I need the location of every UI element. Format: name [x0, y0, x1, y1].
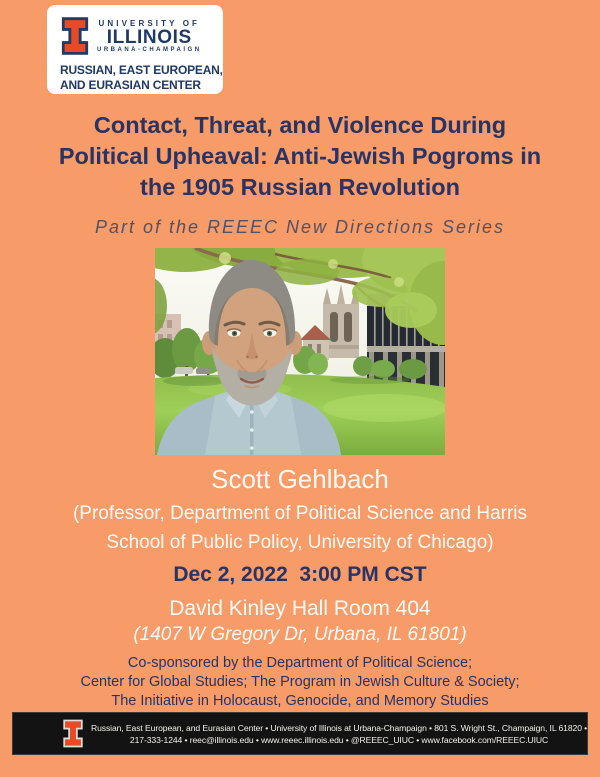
university-logo-row	[60, 14, 215, 58]
cosponsors-line: The Initiative in Holocaust, Genocide, and Memory Studies	[111, 693, 489, 709]
illinois-block-i-icon	[60, 14, 90, 58]
event-title	[0, 110, 600, 203]
reeec-center-name-line: AND EURASIAN CENTER	[60, 78, 201, 92]
event-title-line: the 1905 Russian Revolution	[140, 174, 460, 200]
cosponsors	[0, 654, 600, 711]
speaker-affiliation-line: School of Public Policy, University of Chicago)	[106, 532, 494, 553]
footer-contact-line: 217-333-1244 • reec@illinois.edu • www.reeec.illinois.edu • @REEEC_UIUC • www.facebook.com/REEEC.UIUC	[129, 734, 549, 745]
speaker-name: Scott Gehlbach	[211, 464, 389, 494]
speaker-affiliation-line: (Professor, Department of Political Science and Harris	[72, 503, 528, 524]
event-datetime: Dec 2, 2022 3:00 PM CST	[173, 563, 427, 586]
event-venue: David Kinley Hall Room 404	[169, 597, 431, 620]
reeec-center-name	[60, 63, 223, 93]
footer-contact-line: Russian, East European, and Eurasian Center • University of Illinois at Urbana-Champaign • 801 S. Wright St., Champaign, IL 61820 •	[91, 722, 588, 733]
series-subtitle: Part of the REEEC New Directions Series	[94, 217, 506, 237]
event-title-line: Contact, Threat, and Violence During	[93, 112, 507, 138]
footer-bar	[12, 712, 588, 755]
speaker-photo	[155, 248, 445, 455]
event-title-line: Political Upheaval: Anti-Jewish Pogroms in	[58, 143, 542, 169]
wordmark-university-of: UNIVERSITY OF	[98, 18, 201, 28]
speaker-photo-illustration	[155, 248, 445, 455]
photo-parked-cars	[175, 367, 210, 374]
reeec-center-name-line: RUSSIAN, EAST EUROPEAN,	[60, 63, 223, 77]
footer-contact-info	[85, 722, 588, 746]
wordmark-urbana-champaign: URBANA-CHAMPAIGN	[97, 47, 202, 54]
illinois-block-i-footer-icon	[61, 718, 85, 749]
event-address: (1407 W Gregory Dr, Urbana, IL 61801)	[133, 624, 467, 645]
speaker-affiliation	[0, 499, 600, 557]
university-logo-card	[47, 5, 223, 94]
cosponsors-line: Co-sponsored by the Department of Political Science;	[127, 655, 473, 671]
wordmark-illinois: ILLINOIS	[106, 26, 192, 48]
cosponsors-line: Center for Global Studies; The Program in Jewish Culture & Society;	[80, 674, 520, 690]
university-wordmark	[97, 19, 202, 54]
